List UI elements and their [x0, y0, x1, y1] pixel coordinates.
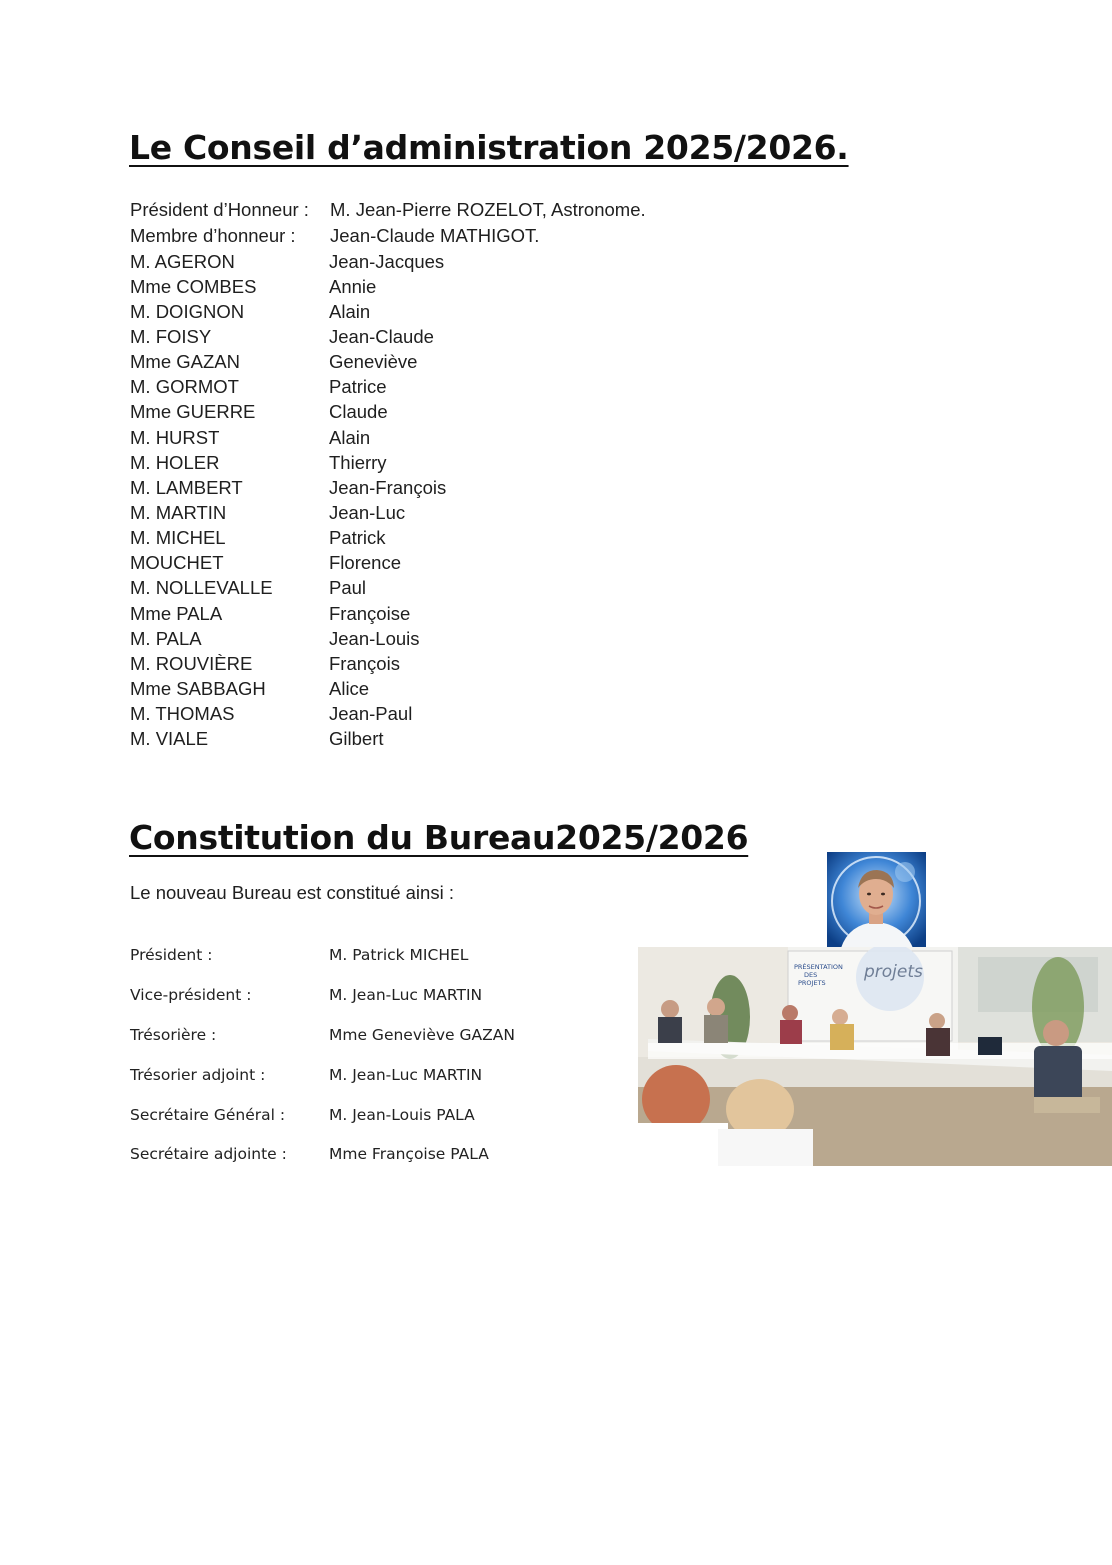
member-last-name: MOUCHET — [130, 552, 224, 574]
bureau-role: Vice-président : — [130, 985, 252, 1004]
council-member-row — [130, 526, 446, 551]
member-first-name: Alice — [329, 677, 370, 699]
member-first-name: Jean-Luc — [329, 501, 406, 523]
bureau-row — [130, 1066, 515, 1106]
member-first-name: Thierry — [329, 451, 387, 473]
council-member-row — [130, 274, 446, 299]
member-last-name: M. THOMAS — [130, 703, 235, 725]
council-member-row — [130, 601, 446, 626]
honorary-president-row — [130, 199, 646, 221]
member-first-name: Jean-Jacques — [329, 250, 445, 272]
honorary-member-label: Membre d’honneur : — [130, 225, 296, 246]
member-last-name: M. HOLER — [130, 451, 220, 473]
bureau-title: Constitution du Bureau2025/2026 — [129, 818, 749, 857]
slide-line1: PRÉSENTATION — [794, 963, 843, 971]
council-member-row — [130, 500, 446, 525]
bureau-row — [130, 1145, 515, 1185]
bureau-person: M. Jean-Luc MARTIN — [329, 1065, 483, 1084]
member-last-name: Mme GUERRE — [130, 401, 256, 423]
bureau-row — [130, 1026, 515, 1066]
member-last-name: Mme PALA — [130, 602, 223, 624]
council-member-row — [130, 299, 446, 324]
bureau-role: Trésorière : — [130, 1025, 217, 1044]
member-last-name: M. DOIGNON — [130, 300, 245, 322]
member-last-name: M. HURST — [130, 426, 220, 448]
member-first-name: Alain — [329, 426, 371, 448]
bureau-role: Secrétaire Général : — [130, 1105, 286, 1124]
member-last-name: M. NOLLEVALLE — [130, 577, 273, 599]
council-member-row — [130, 324, 446, 349]
member-last-name: M. PALA — [130, 627, 202, 649]
member-first-name: François — [329, 652, 400, 674]
member-last-name: Mme COMBES — [130, 275, 257, 297]
member-last-name: M. MARTIN — [130, 501, 227, 523]
bureau-person: M. Patrick MICHEL — [329, 946, 469, 964]
member-first-name: Jean-Louis — [329, 627, 420, 649]
bureau-role: Secrétaire adjointe : — [130, 1145, 287, 1164]
member-last-name: M. ROUVIÈRE — [130, 652, 253, 674]
slide-word: projets — [864, 962, 923, 982]
member-first-name: Florence — [329, 552, 401, 574]
member-first-name: Geneviève — [329, 351, 418, 373]
member-first-name: Claude — [329, 401, 388, 423]
meeting-photo — [638, 947, 1112, 1166]
portrait-photo — [827, 852, 926, 948]
member-last-name: M. GORMOT — [130, 376, 239, 398]
member-first-name: Alain — [329, 300, 371, 322]
honorary-president-value: M. Jean-Pierre ROZELOT, Astronome. — [330, 199, 646, 220]
council-member-row — [130, 450, 446, 475]
member-first-name: Jean-François — [329, 476, 447, 498]
member-first-name: Annie — [329, 275, 377, 297]
council-member-row — [130, 651, 446, 676]
member-first-name: Gilbert — [329, 728, 384, 750]
bureau-intro: Le nouveau Bureau est constitué ainsi : — [130, 882, 454, 903]
council-member-list — [130, 249, 446, 752]
council-member-row — [130, 375, 446, 400]
bureau-role: Trésorier adjoint : — [130, 1065, 266, 1084]
council-member-row — [130, 551, 446, 576]
bureau-person: Mme Geneviève GAZAN — [329, 1025, 515, 1044]
member-last-name: Mme SABBAGH — [130, 677, 266, 699]
slide-line2: DES — [804, 971, 818, 979]
bureau-person: Mme Françoise PALA — [329, 1145, 489, 1164]
council-member-row — [130, 576, 446, 601]
bureau-list — [130, 946, 515, 1185]
bureau-row — [130, 986, 515, 1026]
member-first-name: Françoise — [329, 602, 411, 624]
member-first-name: Jean-Paul — [329, 703, 413, 725]
bureau-role: Président : — [130, 946, 213, 964]
member-last-name: M. FOISY — [130, 325, 212, 347]
bureau-person: M. Jean-Louis PALA — [329, 1105, 475, 1124]
member-last-name: M. VIALE — [130, 728, 209, 750]
council-member-row — [130, 249, 446, 274]
member-first-name: Paul — [329, 577, 367, 599]
council-member-row — [130, 400, 446, 425]
member-last-name: Mme GAZAN — [130, 351, 240, 373]
bureau-row — [130, 946, 515, 986]
slide-line3: PROJETS — [798, 979, 826, 987]
bureau-row — [130, 1106, 515, 1146]
member-first-name: Patrick — [329, 527, 386, 549]
council-member-row — [130, 425, 446, 450]
council-member-row — [130, 702, 446, 727]
member-first-name: Patrice — [329, 376, 387, 398]
member-first-name: Jean-Claude — [329, 325, 434, 347]
council-title: Le Conseil d’administration 2025/2026. — [129, 128, 849, 167]
honorary-member-row — [130, 225, 539, 247]
council-member-row — [130, 626, 446, 651]
council-member-row — [130, 350, 446, 375]
bureau-person: M. Jean-Luc MARTIN — [329, 985, 483, 1004]
council-member-row — [130, 727, 446, 752]
honorary-member-value: Jean-Claude MATHIGOT. — [330, 225, 540, 246]
member-last-name: M. AGERON — [130, 250, 235, 272]
member-last-name: M. MICHEL — [130, 527, 226, 549]
council-member-row — [130, 475, 446, 500]
member-last-name: M. LAMBERT — [130, 476, 243, 498]
council-member-row — [130, 676, 446, 701]
honorary-president-label: Président d’Honneur : — [130, 199, 309, 220]
